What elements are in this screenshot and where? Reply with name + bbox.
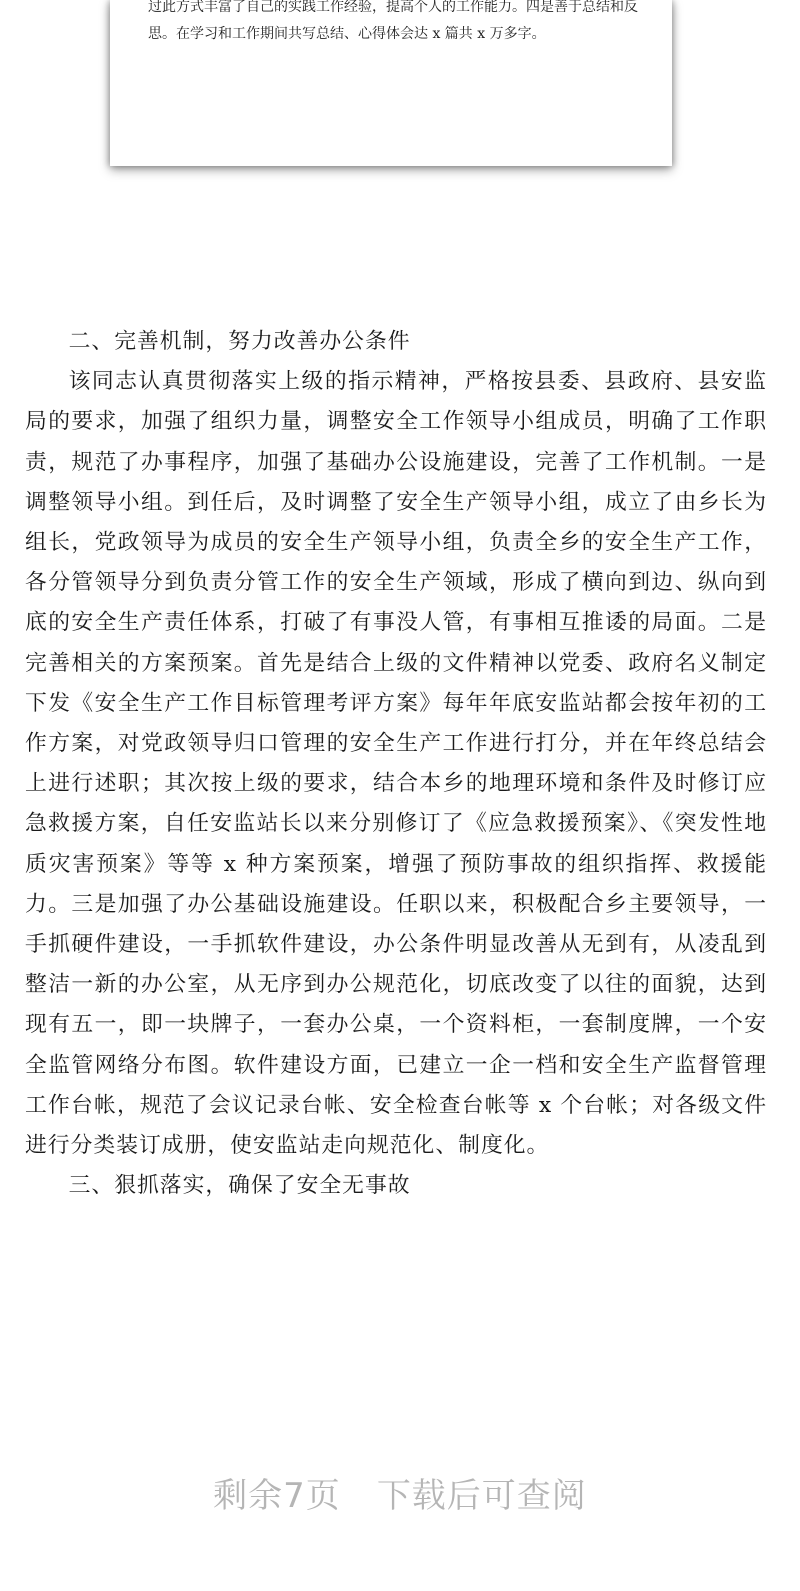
section-paragraph: 该同志认真贯彻落实上级的指示精神，严格按县委、县政府、县安监局的要求，加强了组织力量，调整安全工作领导小组成员，明确了工作职责，规范了办事程序，加强了基础办公设施建设，完善了工作机制。一是调整领导小组。到任后，及时调整了安全生产领导小组，成立了由乡长为组长，党政领导为成员的安全生产领导小组，负责全乡的安全生产工作，各分管领导分到负责分管工作的安全生产领域，形成了横向到边、纵向到底的安全生产责任体系，打破了有事没人管，有事相互推诿的局面。二是完善相关的方案预案。首先是结合上级的文件精神以党委、政府名义制定下发《安全生产工作目标管理考评方案》每年年底安监站都会按年初的工作方案，对党政领导归口管理的安全生产工作进行打分，并在年终总结会上进行述职；其次按上级的要求，结合本乡的地理环境和条件及时修订应急救援方案，自任安监站长以来分别修订了《应急救援预案》、《突发性地质灾害预案》等等 x 种方案预案，增强了预防事故的组织指挥、救援能力。三是加强了办公基础设施建设。任职以来，积极配合乡主要领导，一手抓硬件建设，一手抓软件建设，办公条件明显改善从无到有，从凌乱到整洁一新的办公室，从无序到办公规范化，切底改变了以往的面貌，达到现有五一，即一块牌子，一套办公桌，一个资料柜，一套制度牌，一个安全监管网络分布图。软件建设方面，已建立一企一档和安全生产监督管理工作台帐，规范了会议记录台帐、安全检查台帐等 x 个台帐；对各级文件进行分类装订成册，使安监站走向规范化、制度化。 bbox=[25, 369, 767, 1159]
section-heading: 二、完善机制，努力改善办公条件 bbox=[68, 329, 411, 354]
remaining-pages-banner[interactable] bbox=[0, 1468, 800, 1517]
preview-page-card bbox=[110, 0, 672, 166]
section-heading: 三、狠抓落实，确保了安全无事故 bbox=[68, 1173, 411, 1199]
document-body bbox=[25, 322, 767, 1206]
preview-card-text: 过此方式丰富了自己的实践工作经验，提高个人的工作能力。四是善于总结和反思。在学习和工作期间共写总结、心得体会达 x 篇共 x 万多字。 bbox=[148, 0, 638, 42]
download-hint-label: 下载后可查阅 bbox=[376, 1476, 587, 1516]
remaining-pages-label: 剩余7页 bbox=[213, 1476, 341, 1516]
